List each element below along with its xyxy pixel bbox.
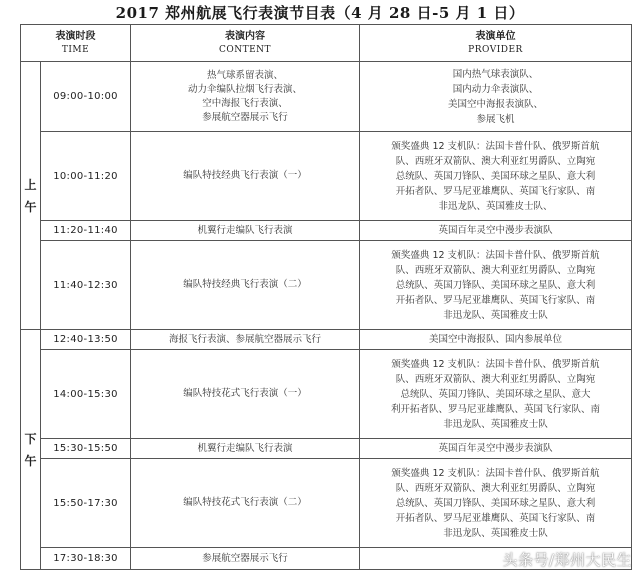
time-cell: 10:00-11:20 bbox=[41, 132, 131, 221]
period-pm-char-2: 午 bbox=[24, 453, 37, 468]
content-cell bbox=[131, 439, 360, 459]
provider-cell bbox=[360, 241, 632, 330]
table-header-row bbox=[21, 25, 632, 62]
content-line: 编队特技经典飞行表演（一） bbox=[183, 170, 307, 181]
time-cell: 14:00-15:30 bbox=[41, 350, 131, 439]
header-time bbox=[21, 25, 131, 62]
time-cell: 09:00-10:00 bbox=[41, 62, 131, 132]
content-cell bbox=[131, 62, 360, 132]
table-row bbox=[21, 350, 632, 439]
provider-line: 总统队、英国刀锋队、美国环球之星队、意大利 bbox=[395, 497, 596, 509]
content-cell bbox=[131, 241, 360, 330]
header-provider-en: PROVIDER bbox=[468, 44, 523, 55]
provider-line: 国内动力伞表演队、 bbox=[452, 83, 539, 95]
content-cell bbox=[131, 221, 360, 241]
provider-line: 参展飞机 bbox=[476, 113, 515, 125]
provider-line: 美国空中海报表演队、 bbox=[447, 98, 543, 110]
provider-line: 总统队、英国刀锋队、美国环球之星队、意大利 bbox=[395, 279, 596, 291]
table-row bbox=[21, 330, 632, 350]
provider-line: 队、西班牙双箭队、澳大利亚红男爵队、立陶宛 bbox=[395, 373, 596, 385]
time-cell: 11:20-11:40 bbox=[41, 221, 131, 241]
provider-line: 开拓者队、罗马尼亚雄鹰队、英国飞行家队、南 bbox=[395, 512, 596, 524]
provider-line: 开拓者队、罗马尼亚雄鹰队、英国飞行家队、南 bbox=[395, 294, 596, 306]
provider-cell bbox=[360, 330, 632, 350]
content-cell bbox=[131, 330, 360, 350]
header-time-zh: 表演时段 bbox=[55, 30, 96, 42]
table-row bbox=[21, 459, 632, 548]
content-line: 热气球系留表演、 bbox=[206, 69, 283, 81]
provider-line: 颁奖盛典 12 支机队：法国卡普什队、俄罗斯首航 bbox=[391, 140, 600, 152]
provider-cell bbox=[360, 459, 632, 548]
provider-line: 总统队、英国刀锋队、美国环球之星队、意大 bbox=[400, 388, 591, 400]
provider-cell bbox=[360, 132, 632, 221]
content-cell bbox=[131, 132, 360, 221]
provider-line: 队、西班牙双箭队、澳大利亚红男爵队、立陶宛 bbox=[395, 155, 596, 167]
content-line: 编队特技经典飞行表演（二） bbox=[183, 279, 307, 290]
provider-line: 总统队、英国刀锋队、美国环球之星队、意大利 bbox=[395, 170, 596, 182]
page-title: 2017 郑州航展飞行表演节目表（4 月 28 日-5 月 1 日） bbox=[115, 4, 525, 22]
time-cell: 15:50-17:30 bbox=[41, 459, 131, 548]
header-provider-zh: 表演单位 bbox=[475, 30, 516, 42]
table-row bbox=[21, 62, 632, 132]
content-line: 编队特技花式飞行表演（二） bbox=[183, 497, 307, 508]
header-provider bbox=[360, 25, 632, 62]
provider-line: 颁奖盛典 12 支机队：法国卡普什队、俄罗斯首航 bbox=[391, 249, 600, 261]
provider-line: 队、西班牙双箭队、澳大利亚红男爵队、立陶宛 bbox=[395, 264, 596, 276]
provider-line: 颁奖盛典 12 支机队：法国卡普什队、俄罗斯首航 bbox=[391, 467, 600, 479]
provider-line: 颁奖盛典 12 支机队：法国卡普什队、俄罗斯首航 bbox=[391, 358, 600, 370]
provider-line: 美国空中海报队、国内参展单位 bbox=[428, 334, 562, 345]
content-line: 机翼行走编队飞行表演 bbox=[197, 224, 293, 236]
provider-line: 非迅龙队、英国雅皮士队、 bbox=[438, 200, 553, 212]
schedule-table bbox=[20, 24, 632, 570]
content-line: 海报飞行表演、参展航空器展示飞行 bbox=[168, 333, 321, 345]
period-pm-char-1: 下 bbox=[24, 431, 37, 446]
header-content bbox=[131, 25, 360, 62]
provider-line: 非迅龙队、英国雅皮士队 bbox=[443, 418, 548, 430]
content-cell bbox=[131, 459, 360, 548]
period-afternoon bbox=[21, 330, 41, 570]
content-cell bbox=[131, 350, 360, 439]
provider-cell bbox=[360, 350, 632, 439]
provider-line: 队、西班牙双箭队、澳大利亚红男爵队、立陶宛 bbox=[395, 482, 596, 494]
content-line: 参展航空器展示飞行 bbox=[202, 552, 288, 564]
table-row bbox=[21, 439, 632, 459]
provider-line: 英国百年灵空中漫步表演队 bbox=[438, 443, 553, 454]
table-row bbox=[21, 241, 632, 330]
content-line: 编队特技花式飞行表演（一） bbox=[183, 388, 307, 399]
content-line: 动力伞编队拉烟飞行表演、 bbox=[187, 83, 302, 95]
provider-line: 非迅龙队、英国雅皮士队 bbox=[443, 527, 548, 539]
content-line: 空中海报飞行表演、 bbox=[202, 97, 288, 109]
time-cell: 15:30-15:50 bbox=[41, 439, 131, 459]
header-content-en: CONTENT bbox=[218, 44, 272, 55]
provider-cell bbox=[360, 439, 632, 459]
time-cell: 12:40-13:50 bbox=[41, 330, 131, 350]
provider-line: 非迅龙队、英国雅皮士队 bbox=[443, 309, 548, 321]
content-line: 参展航空器展示飞行 bbox=[202, 111, 288, 123]
table-row bbox=[21, 132, 632, 221]
period-morning bbox=[21, 62, 41, 330]
table-row bbox=[21, 221, 632, 241]
content-line: 机翼行走编队飞行表演 bbox=[197, 442, 293, 454]
provider-cell bbox=[360, 221, 632, 241]
provider-line: 开拓者队、罗马尼亚雄鹰队、英国飞行家队、南 bbox=[395, 185, 596, 197]
provider-line: 利开拓者队、罗马尼亚雄鹰队、英国飞行家队、南 bbox=[390, 403, 600, 415]
provider-cell bbox=[360, 62, 632, 132]
content-cell bbox=[131, 548, 360, 570]
header-time-en: TIME bbox=[61, 44, 90, 55]
time-cell: 17:30-18:30 bbox=[41, 548, 131, 570]
header-content-zh: 表演内容 bbox=[225, 30, 265, 42]
watermark: 头条号/郑州大民生 bbox=[502, 551, 632, 569]
provider-line: 英国百年灵空中漫步表演队 bbox=[438, 225, 553, 236]
period-am-char-1: 上 bbox=[24, 177, 37, 192]
provider-line: 国内热气球表演队、 bbox=[452, 68, 539, 80]
period-am-char-2: 午 bbox=[24, 199, 37, 214]
time-cell: 11:40-12:30 bbox=[41, 241, 131, 330]
